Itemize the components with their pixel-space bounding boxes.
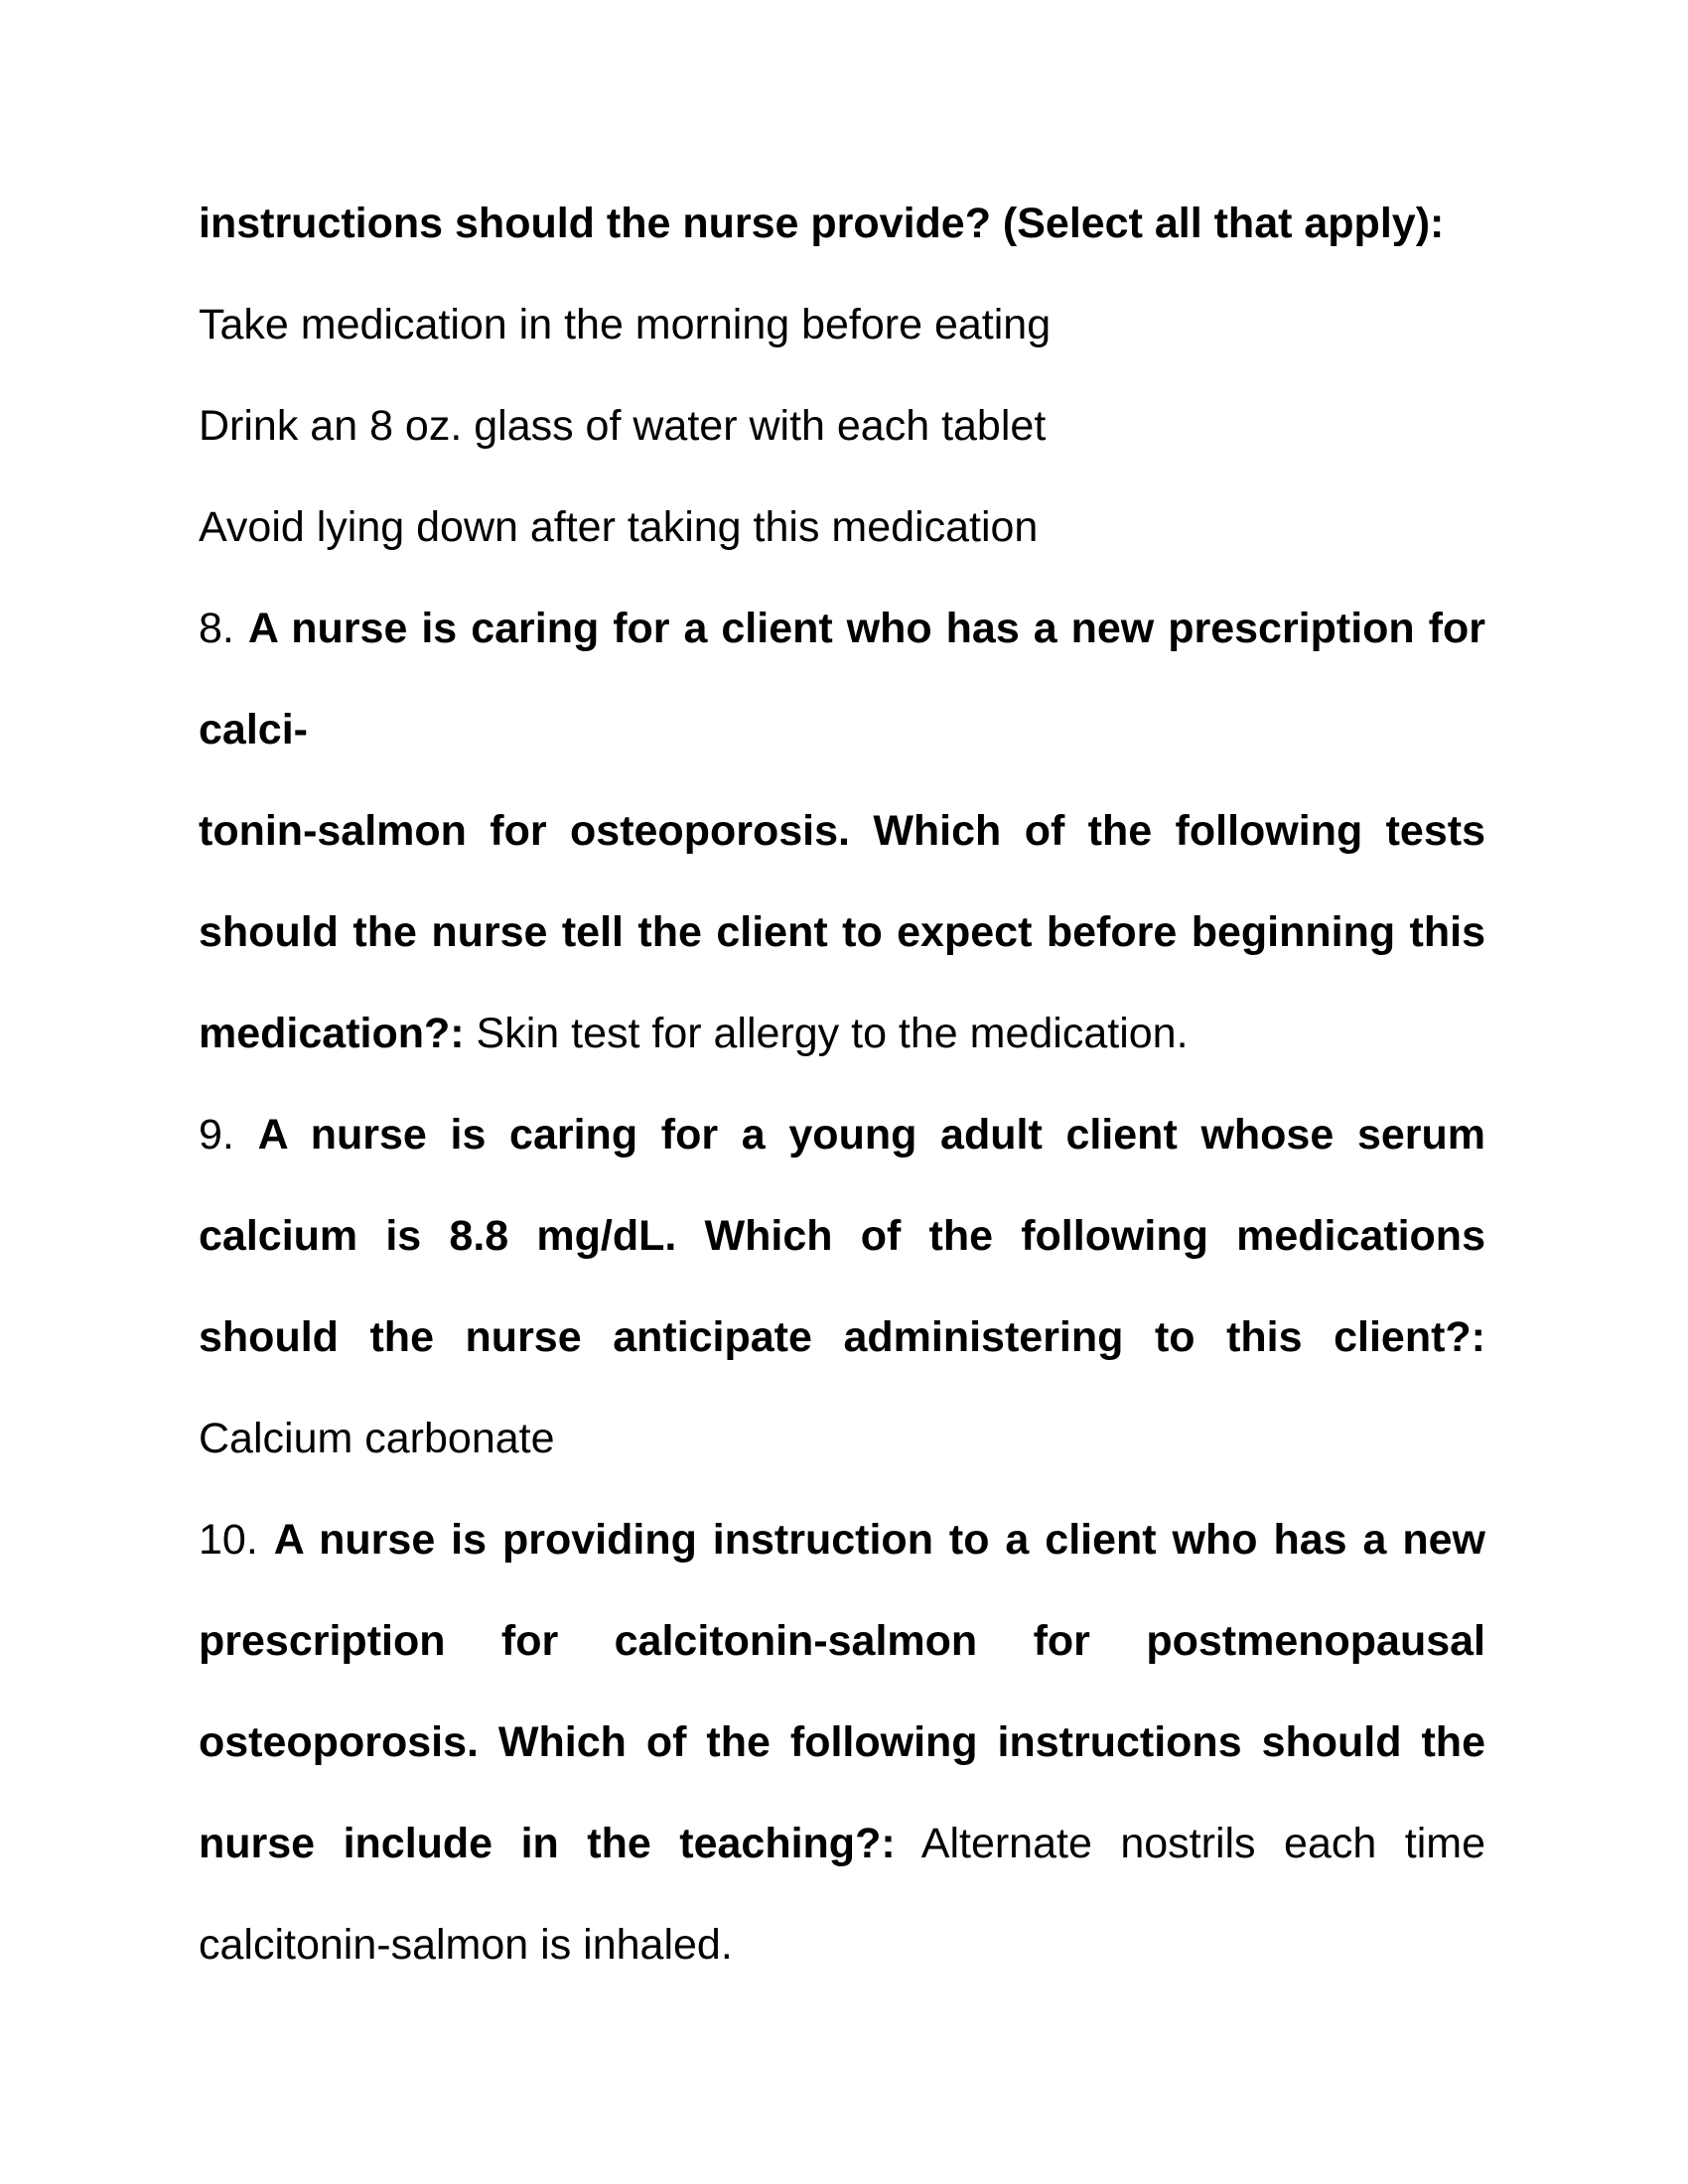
question-8-line-1 [199,599,1485,658]
answer-option: Drink an 8 oz. glass of water with each tablet [199,402,1047,450]
question-8-stem: A nurse is caring for a client who has a new prescription for [247,605,1485,652]
question-8-line-4: should the nurse tell the client to expect before beginning this [199,908,1485,956]
answer-option: Avoid lying down after taking this medication [199,503,1039,551]
question-8-line-5 [199,1004,1485,1063]
question-9-line-2: calcium is 8.8 mg/dL. Which of the following medications [199,1212,1485,1260]
question-9-line-3: should the nurse anticipate administering to this client?: [199,1313,1485,1361]
question-8-number: 8. [199,605,248,652]
question-9-number: 9. [199,1111,258,1159]
answer-option: Take medication in the morning before eating [199,301,1052,348]
question-10-answer-continued: calcitonin-salmon is inhaled. [199,1921,733,1969]
question-10-line-3: osteoporosis. Which of the following instructions should the [199,1718,1485,1766]
question-9-line-1 [199,1105,1485,1164]
question-10-line-1 [199,1510,1485,1570]
question-9-answer: Calcium carbonate [199,1415,555,1462]
question-10-line-4 [199,1814,1485,1873]
question-8-line-3: tonin-salmon for osteoporosis. Which of the following tests [199,807,1485,855]
question-10-stem-end: nurse include in the teaching?: [199,1820,896,1867]
question-10-stem: A nurse is providing instruction to a client who has a new [273,1516,1485,1564]
question-8-stem-end: medication?: [199,1010,465,1057]
question-10-number: 10. [199,1516,274,1564]
question-10-answer: Alternate nostrils each time [895,1820,1485,1867]
question-8-answer: Skin test for allergy to the medication. [464,1010,1189,1057]
question-9-stem: A nurse is caring for a young adult client whose serum [257,1111,1486,1159]
question-8-line-2: calci- [199,706,308,753]
question-7-stem-continued: instructions should the nurse provide? (Select all that apply): [199,200,1445,247]
question-10-line-2: prescription for calcitonin-salmon for postmenopausal [199,1617,1485,1665]
